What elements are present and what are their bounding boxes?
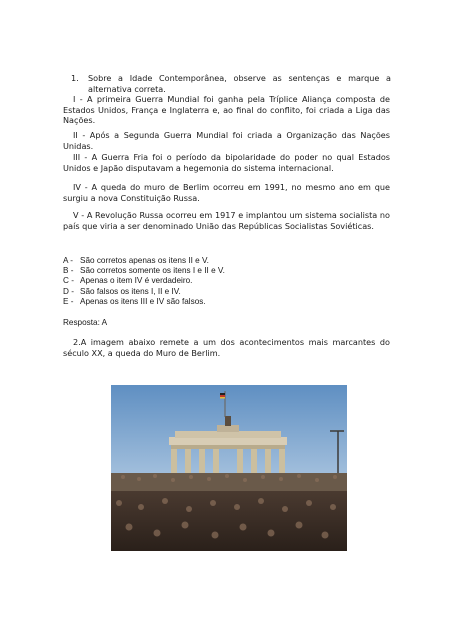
option-text: São falsos os itens I, II e IV. <box>80 286 181 296</box>
option-letter: B - <box>63 266 74 276</box>
option-e <box>63 297 225 307</box>
question-1-number: 1. <box>71 73 79 83</box>
option-c <box>63 276 225 286</box>
statement-iii: III - A Guerra Fria foi o período da bipolaridade do poder no qual Estados Unidos e Japão disputavam a hegemonia do sistema internacional. <box>63 152 390 173</box>
option-b <box>63 266 225 276</box>
option-d <box>63 287 225 297</box>
option-letter: D - <box>63 286 74 296</box>
option-letter: C - <box>63 276 74 286</box>
option-letter: E - <box>63 296 74 306</box>
statement-v: V - A Revolução Russa ocorreu em 1917 e implantou um sistema socialista no país que viria a ser denominado União das Repúblicas Socialistas Soviéticas. <box>63 210 390 231</box>
question-1 <box>73 73 391 95</box>
berlin-wall-photo <box>111 385 347 551</box>
option-text: São corretos somente os itens I e II e V. <box>80 266 225 276</box>
option-a <box>63 256 225 266</box>
answer-options <box>63 256 225 307</box>
statement-ii: II - Após a Segunda Guerra Mundial foi criada a Organização das Nações Unidas. <box>63 130 390 151</box>
question-2-text: 2.A imagem abaixo remete a um dos acontecimentos mais marcantes do século XX, a queda do Muro de Berlim. <box>63 337 390 358</box>
option-letter: A - <box>63 256 74 265</box>
crowd <box>111 491 347 551</box>
statement-i: I - A primeira Guerra Mundial foi ganha pela Tríplice Aliança composta de Estados Unidos, França e Inglaterra e, ao final do conflito, foi criada a Liga das Nações. <box>63 94 390 126</box>
question-1-text: Sobre a Idade Contemporânea, observe as sentenças e marque a alternativa correta. <box>88 73 391 94</box>
statement-iv: IV - A queda do muro de Berlim ocorreu em 1991, no mesmo ano em que surgiu a nova Constituição Russa. <box>63 182 390 203</box>
answer-text: Resposta: A <box>63 318 108 327</box>
option-text: Apenas os itens III e IV são falsos. <box>80 296 206 306</box>
option-text: Apenas o item IV é verdadeiro. <box>80 276 193 286</box>
option-text: São corretos apenas os itens II e V. <box>80 256 209 265</box>
